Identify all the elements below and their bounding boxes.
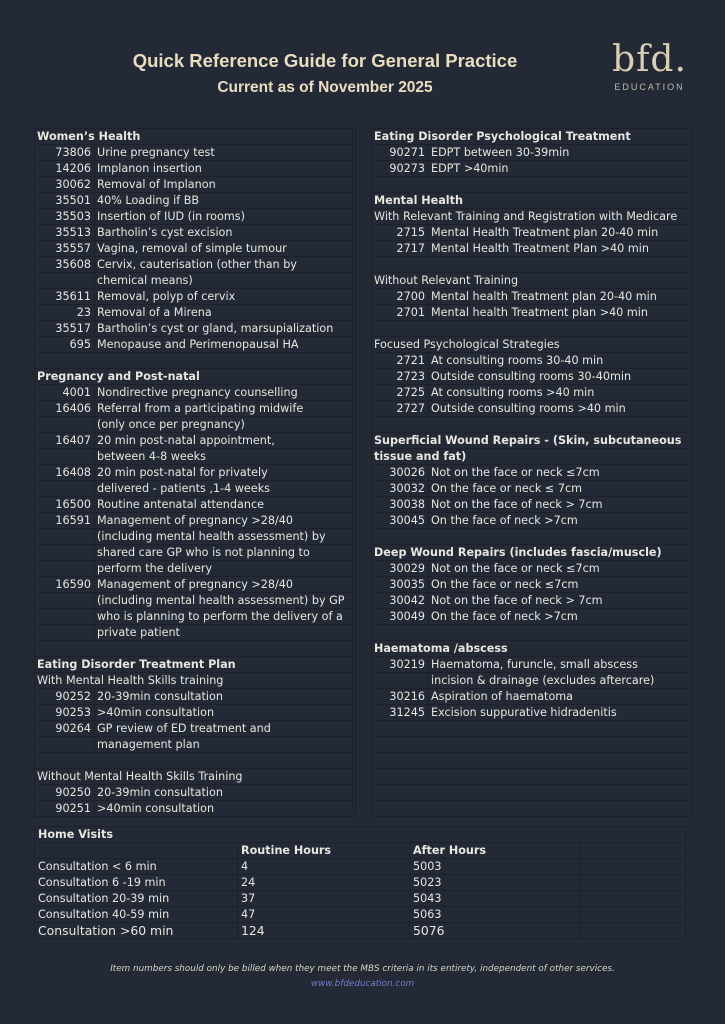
hv-cell: 5003 <box>410 859 580 875</box>
item-description: Not on the face of neck > 7cm <box>429 593 693 609</box>
hv-cell: 47 <box>238 907 410 923</box>
table-row <box>35 145 356 161</box>
table-row <box>372 497 693 513</box>
item-number: 2700 <box>372 289 429 305</box>
item-description: who is planning to perform the delivery of a <box>95 609 356 625</box>
item-description: 20-39min consultation <box>95 785 356 801</box>
item-description: (including mental health assessment) by GP <box>95 593 356 609</box>
table-row <box>372 801 693 817</box>
item-number: 2717 <box>372 241 429 257</box>
table-row <box>372 689 693 705</box>
table-row <box>372 529 693 545</box>
table-row <box>372 193 693 209</box>
item-description: Referral from a participating midwife <box>95 401 356 417</box>
item-description: private patient <box>95 625 356 641</box>
empty-cell <box>372 417 693 433</box>
item-description: 20-39min consultation <box>95 689 356 705</box>
empty-cell <box>372 753 693 769</box>
item-number: 31245 <box>372 705 429 721</box>
logo-main: bfd. <box>612 39 687 80</box>
table-row <box>35 689 356 705</box>
item-number: 4001 <box>35 385 95 401</box>
item-number: 30045 <box>372 513 429 529</box>
table-row <box>372 177 693 193</box>
page-title: Quick Reference Guide for General Practice <box>132 50 518 71</box>
footer-note: Item numbers should only be billed when they meet the MBS criteria in its entirety, independent of other services. <box>110 964 615 974</box>
table-row <box>35 161 356 177</box>
item-description: Removal of a Mirena <box>95 305 356 321</box>
table-row <box>372 641 693 657</box>
section-subheading: Focused Psychological Strategies <box>372 337 693 353</box>
table-row <box>372 433 693 449</box>
table-row <box>35 337 356 353</box>
item-number: 16407 <box>35 433 95 449</box>
empty-cell <box>35 753 356 769</box>
item-description: (including mental health assessment) by <box>95 529 356 545</box>
table-row <box>372 481 693 497</box>
item-number: 90253 <box>35 705 95 721</box>
hv-cell: 5076 <box>410 923 580 939</box>
item-description: 20 min post-natal for privately <box>95 465 356 481</box>
table-row <box>372 737 693 753</box>
item-description: EDPT between 30-39min <box>429 145 693 161</box>
item-number <box>35 449 95 465</box>
item-description: shared care GP who is not planning to <box>95 545 356 561</box>
item-number: 73806 <box>35 145 95 161</box>
item-description: management plan <box>95 737 356 753</box>
item-number: 16590 <box>35 577 95 593</box>
item-description: chemical means) <box>95 273 356 289</box>
item-number: 30029 <box>372 561 429 577</box>
item-number <box>35 273 95 289</box>
item-description: (only once per pregnancy) <box>95 417 356 433</box>
table-row <box>372 289 693 305</box>
table-row <box>372 705 693 721</box>
table-row <box>35 593 356 609</box>
table-row <box>372 225 693 241</box>
item-number: 90251 <box>35 801 95 817</box>
table-row <box>35 241 356 257</box>
item-number: 35517 <box>35 321 95 337</box>
hv-cell: 37 <box>238 891 410 907</box>
section-subheading: Without Mental Health Skills Training <box>35 769 356 785</box>
table-row <box>35 417 356 433</box>
table-row <box>35 385 356 401</box>
table-row <box>35 673 356 689</box>
item-description: delivered - patients ,1-4 weeks <box>95 481 356 497</box>
table-row <box>372 785 693 801</box>
table-row <box>35 305 356 321</box>
table-row <box>372 465 693 481</box>
table-row <box>35 129 356 145</box>
bfd-logo <box>612 38 687 92</box>
item-number: 2727 <box>372 401 429 417</box>
table-row <box>372 673 693 689</box>
table-row <box>35 577 356 593</box>
table-row <box>372 321 693 337</box>
item-number: 16591 <box>35 513 95 529</box>
right-item-table <box>371 128 693 817</box>
item-description: Removal of Implanon <box>95 177 356 193</box>
item-number: 30219 <box>372 657 429 673</box>
item-description: Not on the face of neck > 7cm <box>429 497 693 513</box>
table-row <box>35 209 356 225</box>
item-description: On the face of neck >7cm <box>429 609 693 625</box>
home-visits-title: Home Visits <box>35 827 686 843</box>
table-row <box>35 891 686 907</box>
hv-cell: Consultation 40-59 min <box>35 907 238 923</box>
empty-cell <box>372 529 693 545</box>
table-row <box>35 225 356 241</box>
table-row <box>35 753 356 769</box>
item-number: 695 <box>35 337 95 353</box>
item-description: Cervix, cauterisation (other than by <box>95 257 356 273</box>
empty-cell <box>372 737 693 753</box>
logo-sub: EDUCATION <box>614 82 685 92</box>
table-row <box>35 721 356 737</box>
item-description: Insertion of IUD (in rooms) <box>95 209 356 225</box>
item-description: Outside consulting rooms >40 min <box>429 401 693 417</box>
item-description: Implanon insertion <box>95 161 356 177</box>
item-description: GP review of ED treatment and <box>95 721 356 737</box>
item-number: 16406 <box>35 401 95 417</box>
item-description: Routine antenatal attendance <box>95 497 356 513</box>
section-heading: Women’s Health <box>35 129 356 145</box>
item-number: 2723 <box>372 369 429 385</box>
table-row <box>372 337 693 353</box>
item-number <box>35 561 95 577</box>
table-row <box>35 401 356 417</box>
table-row <box>35 353 356 369</box>
item-number: 35611 <box>35 289 95 305</box>
table-row <box>35 657 356 673</box>
table-row <box>35 497 356 513</box>
section-subheading: With Relevant Training and Registration with Medicare <box>372 209 693 225</box>
item-number: 90273 <box>372 161 429 177</box>
item-description: Mental health Treatment plan 20-40 min <box>429 289 693 305</box>
section-heading: Eating Disorder Psychological Treatment <box>372 129 693 145</box>
item-description: Menopause and Perimenopausal HA <box>95 337 356 353</box>
empty-cell <box>372 785 693 801</box>
item-description: Excision suppurative hidradenitis <box>429 705 693 721</box>
item-number: 14206 <box>35 161 95 177</box>
table-row <box>35 257 356 273</box>
item-number: 90271 <box>372 145 429 161</box>
hv-cell: Consultation < 6 min <box>35 859 238 875</box>
item-number: 30026 <box>372 465 429 481</box>
home-visits-table <box>34 826 686 939</box>
empty-cell <box>372 321 693 337</box>
table-row <box>35 193 356 209</box>
table-row <box>35 641 356 657</box>
footer-url[interactable]: www.bfdeducation.com <box>310 979 415 989</box>
section-heading: Deep Wound Repairs (includes fascia/muscle) <box>372 545 693 561</box>
hv-cell: Consultation 20-39 min <box>35 891 238 907</box>
page-subtitle: Current as of November 2025 <box>217 79 433 96</box>
table-row <box>35 273 356 289</box>
empty-cell <box>372 177 693 193</box>
item-number: 30042 <box>372 593 429 609</box>
table-row <box>35 369 356 385</box>
hv-header: Routine Hours <box>238 843 410 859</box>
item-description: Bartholin’s cyst or gland, marsupialization <box>95 321 356 337</box>
item-number: 35608 <box>35 257 95 273</box>
table-row <box>35 545 356 561</box>
hv-cell: Consultation 6 -19 min <box>35 875 238 891</box>
item-number: 16500 <box>35 497 95 513</box>
item-number <box>372 673 429 689</box>
item-description: incision & drainage (excludes aftercare) <box>429 673 693 689</box>
table-row <box>372 385 693 401</box>
item-number <box>35 625 95 641</box>
table-row <box>372 353 693 369</box>
item-description: EDPT >40min <box>429 161 693 177</box>
table-row <box>35 465 356 481</box>
item-number: 35557 <box>35 241 95 257</box>
empty-cell <box>372 257 693 273</box>
table-row <box>35 481 356 497</box>
item-number: 30038 <box>372 497 429 513</box>
table-row <box>372 449 693 465</box>
table-row <box>35 513 356 529</box>
table-row <box>372 753 693 769</box>
item-number: 2701 <box>372 305 429 321</box>
item-description: Removal, polyp of cervix <box>95 289 356 305</box>
item-description: Aspiration of haematoma <box>429 689 693 705</box>
item-description: On the face or neck ≤7cm <box>429 577 693 593</box>
item-number <box>35 545 95 561</box>
table-row <box>372 625 693 641</box>
table-row <box>372 401 693 417</box>
item-number: 90250 <box>35 785 95 801</box>
item-description: On the face of neck >7cm <box>429 513 693 529</box>
hv-cell: 4 <box>238 859 410 875</box>
table-row <box>35 625 356 641</box>
table-row <box>35 907 686 923</box>
table-row <box>35 785 356 801</box>
item-number <box>35 481 95 497</box>
empty-cell <box>35 353 356 369</box>
item-number: 2725 <box>372 385 429 401</box>
table-row <box>35 769 356 785</box>
item-number: 30049 <box>372 609 429 625</box>
empty-cell <box>372 625 693 641</box>
item-number: 30216 <box>372 689 429 705</box>
table-row <box>372 721 693 737</box>
item-number: 30032 <box>372 481 429 497</box>
section-heading: tissue and fat) <box>372 449 693 465</box>
hv-cell: 5063 <box>410 907 580 923</box>
table-row <box>35 529 356 545</box>
table-row <box>35 321 356 337</box>
empty-cell <box>372 769 693 785</box>
table-row <box>372 769 693 785</box>
section-heading: Mental Health <box>372 193 693 209</box>
hv-cell: 124 <box>238 923 410 939</box>
table-row <box>372 273 693 289</box>
hv-cell <box>580 923 686 939</box>
table-row <box>372 657 693 673</box>
item-description: 40% Loading if BB <box>95 193 356 209</box>
table-row <box>35 449 356 465</box>
table-row <box>372 417 693 433</box>
table-row <box>372 561 693 577</box>
table-row <box>35 859 686 875</box>
item-description: Mental Health Treatment plan 20-40 min <box>429 225 693 241</box>
table-row <box>35 875 686 891</box>
table-row <box>372 305 693 321</box>
item-number <box>35 609 95 625</box>
table-row <box>372 593 693 609</box>
table-row <box>35 737 356 753</box>
item-number: 30035 <box>372 577 429 593</box>
item-description: Vagina, removal of simple tumour <box>95 241 356 257</box>
hv-cell <box>580 859 686 875</box>
item-number <box>35 529 95 545</box>
item-number: 90252 <box>35 689 95 705</box>
item-number: 16408 <box>35 465 95 481</box>
section-heading: Eating Disorder Treatment Plan <box>35 657 356 673</box>
item-number: 90264 <box>35 721 95 737</box>
hv-cell <box>580 875 686 891</box>
item-description: 20 min post-natal appointment, <box>95 433 356 449</box>
item-description: Not on the face or neck ≤7cm <box>429 561 693 577</box>
item-description: Nondirective pregnancy counselling <box>95 385 356 401</box>
table-row <box>372 609 693 625</box>
item-description: On the face or neck ≤ 7cm <box>429 481 693 497</box>
empty-cell <box>372 801 693 817</box>
hv-cell: Consultation >60 min <box>35 923 238 939</box>
column-gap <box>352 128 372 811</box>
item-number <box>35 417 95 433</box>
item-number: 35501 <box>35 193 95 209</box>
table-row <box>35 177 356 193</box>
table-row <box>35 705 356 721</box>
item-description: Mental health Treatment plan >40 min <box>429 305 693 321</box>
table-row <box>35 801 356 817</box>
hv-cell <box>580 907 686 923</box>
hv-cell: 24 <box>238 875 410 891</box>
table-row <box>35 923 686 939</box>
table-row <box>372 513 693 529</box>
hv-header: After Hours <box>410 843 580 859</box>
table-row <box>372 545 693 561</box>
item-description: Management of pregnancy >28/40 <box>95 513 356 529</box>
item-description: Bartholin’s cyst excision <box>95 225 356 241</box>
item-number: 2721 <box>372 353 429 369</box>
section-subheading: With Mental Health Skills training <box>35 673 356 689</box>
table-row <box>35 289 356 305</box>
item-description: Urine pregnancy test <box>95 145 356 161</box>
hv-cell <box>580 891 686 907</box>
item-number: 30062 <box>35 177 95 193</box>
table-row <box>372 209 693 225</box>
table-row <box>372 161 693 177</box>
item-description: Not on the face or neck ≤7cm <box>429 465 693 481</box>
hv-header <box>580 843 686 859</box>
item-description: Management of pregnancy >28/40 <box>95 577 356 593</box>
item-number <box>35 593 95 609</box>
table-row <box>35 433 356 449</box>
table-row <box>372 369 693 385</box>
table-row <box>35 609 356 625</box>
item-number: 35513 <box>35 225 95 241</box>
table-row <box>372 129 693 145</box>
item-number: 23 <box>35 305 95 321</box>
section-subheading: Without Relevant Training <box>372 273 693 289</box>
hv-cell: 5023 <box>410 875 580 891</box>
item-description: >40min consultation <box>95 705 356 721</box>
item-number: 2715 <box>372 225 429 241</box>
item-description: between 4-8 weeks <box>95 449 356 465</box>
item-description: At consulting rooms 30-40 min <box>429 353 693 369</box>
empty-cell <box>372 721 693 737</box>
table-row <box>372 257 693 273</box>
item-number <box>35 737 95 753</box>
hv-header <box>35 843 238 859</box>
empty-cell <box>35 641 356 657</box>
item-description: perform the delivery <box>95 561 356 577</box>
section-heading: Superficial Wound Repairs - (Skin, subcutaneous <box>372 433 693 449</box>
section-heading: Pregnancy and Post-natal <box>35 369 356 385</box>
item-description: Haematoma, furuncle, small abscess <box>429 657 693 673</box>
table-row <box>35 561 356 577</box>
table-row <box>372 145 693 161</box>
item-description: At consulting rooms >40 min <box>429 385 693 401</box>
item-description: >40min consultation <box>95 801 356 817</box>
item-description: Outside consulting rooms 30-40min <box>429 369 693 385</box>
hv-cell: 5043 <box>410 891 580 907</box>
section-heading: Haematoma /abscess <box>372 641 693 657</box>
item-number: 35503 <box>35 209 95 225</box>
item-description: Mental Health Treatment Plan >40 min <box>429 241 693 257</box>
table-row <box>372 241 693 257</box>
table-row <box>372 577 693 593</box>
left-item-table <box>34 128 356 817</box>
